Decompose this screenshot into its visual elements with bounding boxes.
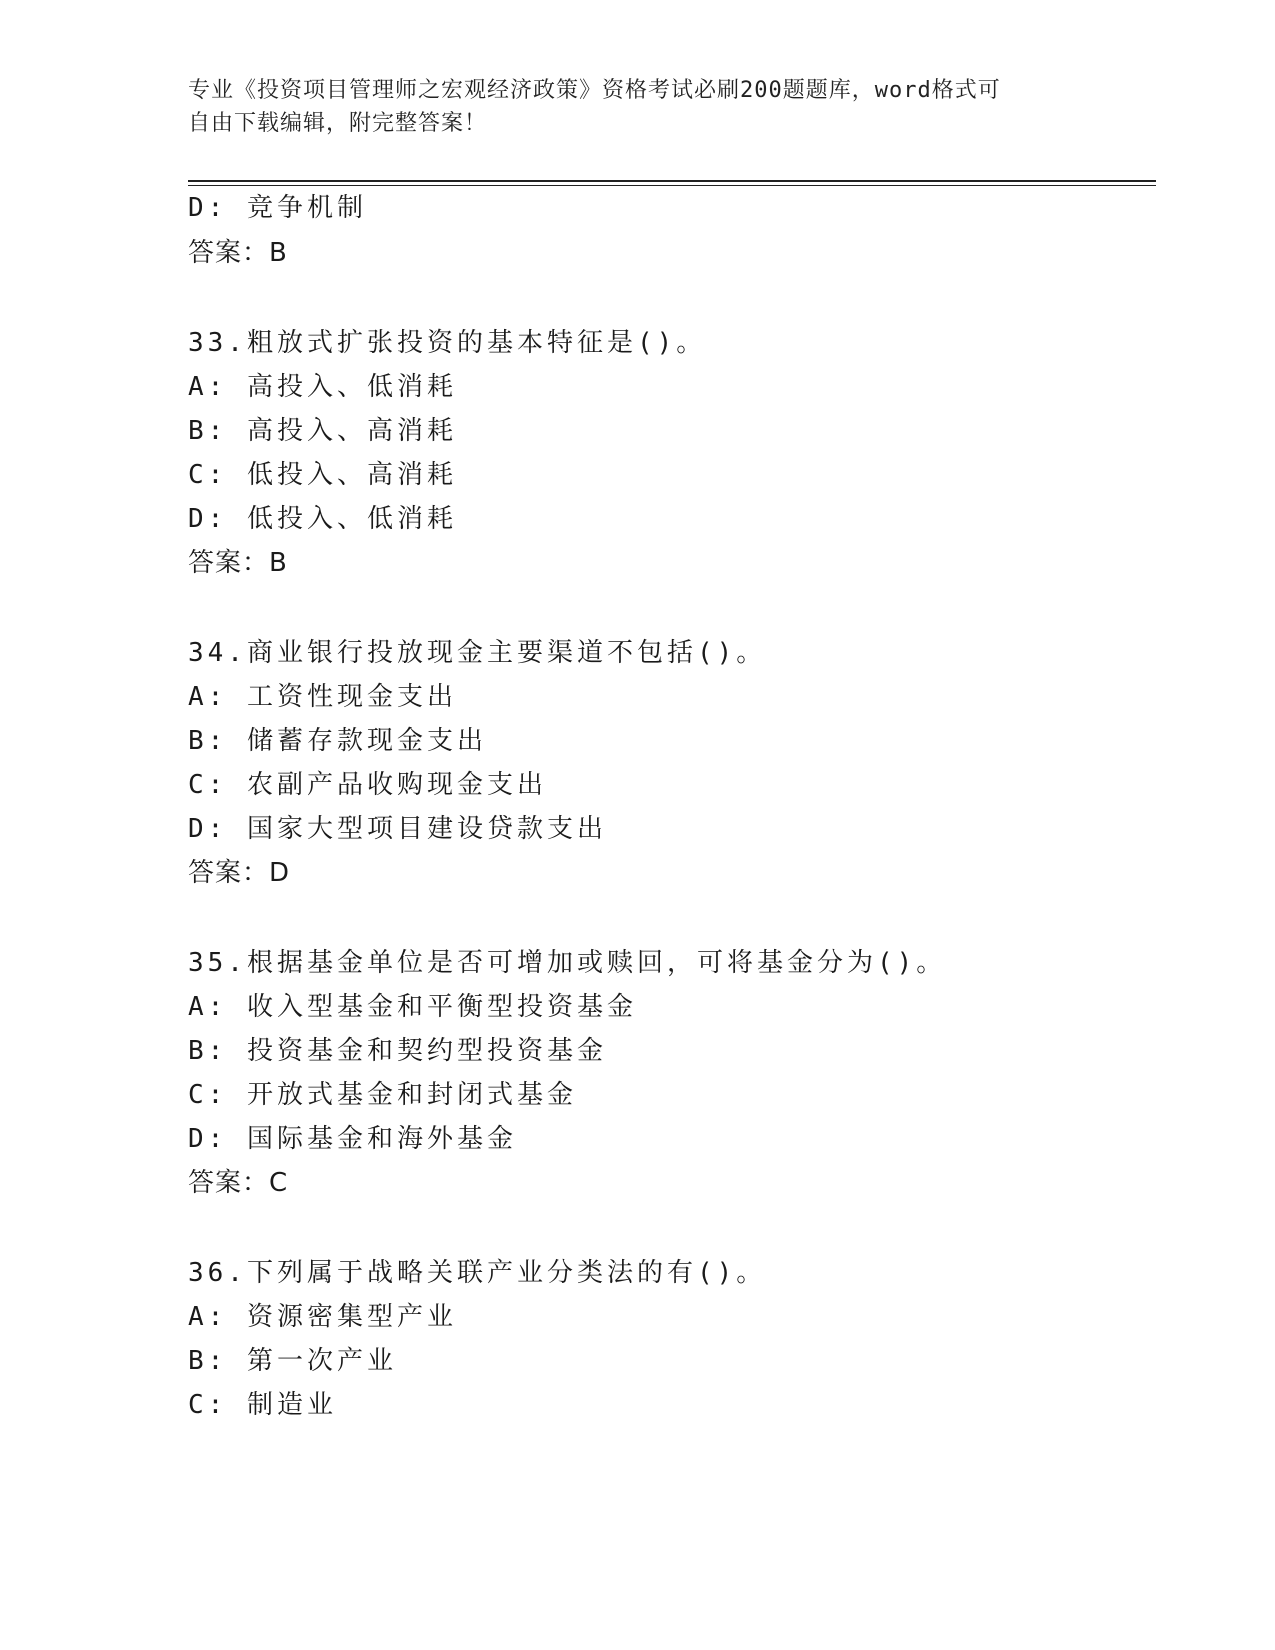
document-header <box>188 74 1088 140</box>
question-33: 33.粗放式扩张投资的基本特征是()。 <box>188 328 707 358</box>
question-36: 36.下列属于战略关联产业分类法的有()。 <box>188 1258 767 1288</box>
answer-line: 答案：D <box>188 858 291 888</box>
option-a: A: 收入型基金和平衡型投资基金 <box>188 992 637 1022</box>
option-c: C: 开放式基金和封闭式基金 <box>188 1080 577 1110</box>
option-d: D: 国际基金和海外基金 <box>188 1124 517 1154</box>
header-line-2: 自由下载编辑，附完整答案！ <box>188 111 488 136</box>
answer-line: 答案：B <box>188 238 288 268</box>
option-d: D: 国家大型项目建设贷款支出 <box>188 814 607 844</box>
option-b: B: 投资基金和契约型投资基金 <box>188 1036 607 1066</box>
header-divider-thick <box>188 180 1156 182</box>
question-35: 35.根据基金单位是否可增加或赎回，可将基金分为()。 <box>188 948 947 978</box>
option-c: C: 低投入、高消耗 <box>188 460 457 490</box>
option-a: A: 工资性现金支出 <box>188 682 457 712</box>
option-a: A: 资源密集型产业 <box>188 1302 457 1332</box>
option-a: A: 高投入、低消耗 <box>188 372 457 402</box>
question-34: 34.商业银行投放现金主要渠道不包括()。 <box>188 638 767 668</box>
answer-line: 答案：C <box>188 1168 289 1198</box>
answer-line: 答案：B <box>188 548 288 578</box>
header-divider-thin <box>188 185 1156 186</box>
option-b: B: 第一次产业 <box>188 1346 397 1376</box>
header-line-1: 专业《投资项目管理师之宏观经济政策》资格考试必刷200题题库，word格式可 <box>188 78 1001 103</box>
option-d: D: 低投入、低消耗 <box>188 504 457 534</box>
option-b: B: 储蓄存款现金支出 <box>188 726 487 756</box>
option-b: B: 高投入、高消耗 <box>188 416 457 446</box>
option-c: C: 农副产品收购现金支出 <box>188 770 547 800</box>
option-d: D: 竞争机制 <box>188 193 367 223</box>
option-c: C: 制造业 <box>188 1390 337 1420</box>
